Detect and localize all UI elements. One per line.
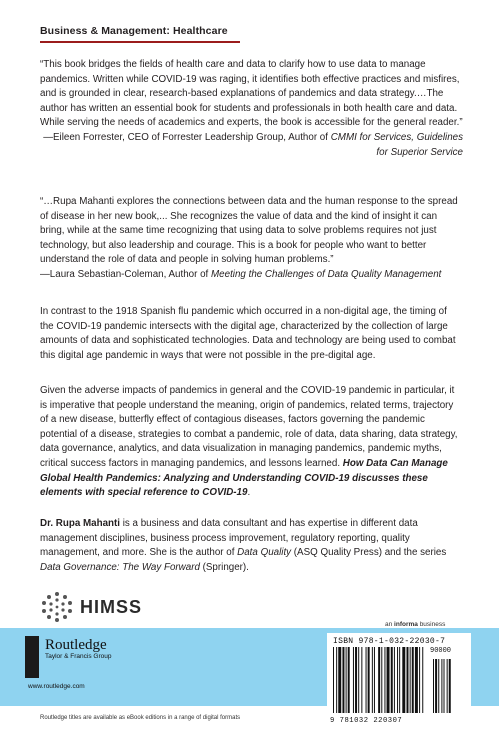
barcode-digits: 9 781032 220307 bbox=[330, 717, 403, 725]
endorsement-quote-2 bbox=[40, 195, 463, 283]
publisher-url: www.routledge.com bbox=[28, 683, 85, 690]
quote-2-book-title: Meeting the Challenges of Data Quality Management bbox=[211, 268, 442, 280]
barcode-icon bbox=[333, 647, 463, 715]
quote-1-book-title: CMMI for Services, Guidelines for Superior Service bbox=[330, 131, 463, 158]
publisher-name: Routledge bbox=[45, 637, 107, 653]
quote-1-text: “This book bridges the fields of health care and data to clarify how to use data to manage pandemics. Written while COVID-19 was raging, it identifies both effective practices and misfires, and is grounded in clear, research-based explanations of pandemics and data strategy.…The author has written an essential book for students and professionals in both health care and data. While serving the needs of academics and experts, the book is accessible for the general reader.” bbox=[40, 59, 463, 129]
himss-wordmark: HIMSS bbox=[80, 596, 143, 617]
informa-tagline: an informa business bbox=[385, 621, 446, 628]
book-title-mention: How Data Can Manage Global Health Pandemics: Analyzing and Understanding COVID-19 discusses these elements with special reference to COVID-19 bbox=[40, 457, 448, 499]
himss-dots-icon bbox=[40, 590, 74, 624]
endorsement-quote-1 bbox=[40, 58, 463, 160]
author-name: Dr. Rupa Mahanti bbox=[40, 518, 121, 529]
description-paragraph-2: Given the adverse impacts of pandemics in general and the COVID-19 pandemic in particular, it is imperative that people understand the meaning, origin of pandemics, related terms, trajectory of a new disease, butterfly effect of contagious diseases, factors governing the pandemic potential of a disease, strategies to combat a pandemic, role of data, data sharing, data strategy, data governance, analytics, and data visualization in managing pandemics, pandemic myths, critical success factors in managing pandemics, and lessons learned. How Data Can Manage Global Health Pandemics: Analyzing and Understanding COVID-19 discusses these elements with special reference to COVID-19. bbox=[40, 385, 458, 499]
publisher-block bbox=[45, 637, 111, 660]
himss-logo bbox=[40, 590, 142, 624]
barcode-addon: 90000 bbox=[430, 647, 452, 655]
description-paragraph-1: In contrast to the 1918 Spanish flu pandemic which occurred in a non-digital age, the timing of the COVID-19 pandemic intersects with the digital age, characterized by the collection of large amounts of data and sophisticated technologies. Data and technology are being used to combat this digital age pandemic in ways that were not possible in the pre-digital age. bbox=[40, 306, 456, 361]
category-heading: Business & Management: Healthcare bbox=[40, 25, 228, 37]
category-rule bbox=[40, 41, 240, 43]
quote-1-attribution: —Eileen Forrester, CEO of Forrester Leadership Group, Author of CMMI for Services, Guidelines for Superior Service bbox=[43, 131, 463, 158]
publisher-group: Taylor & Francis Group bbox=[45, 653, 112, 660]
author-bio: Dr. Rupa Mahanti is a business and data consultant and has expertise in different data management disciplines, business process improvement, regulatory reporting, quality management, and more. She is the author of Data Quality (ASQ Quality Press) and the series Data Governance: The Way Forward (Springer). bbox=[40, 518, 447, 573]
quote-2-text: “…Rupa Mahanti explores the connections between data and the human response to the spread of disease in her new book,... She recognizes the value of data and the kind of insight it can bring, while at the same time recognizing that using data to solve problems requires not just technology, but also leadership and courage. This is a book for people who want to better understand the role of data and people in solving human problems.” bbox=[40, 196, 458, 266]
routledge-logo-icon bbox=[25, 636, 39, 678]
isbn-number: ISBN 978-1-032-22030-7 bbox=[333, 637, 446, 646]
quote-2-attribution: —Laura Sebastian-Coleman, Author of Meeting the Challenges of Data Quality Management bbox=[40, 268, 442, 280]
ebook-note: Routledge titles are available as eBook editions in a range of digital formats bbox=[40, 715, 241, 721]
